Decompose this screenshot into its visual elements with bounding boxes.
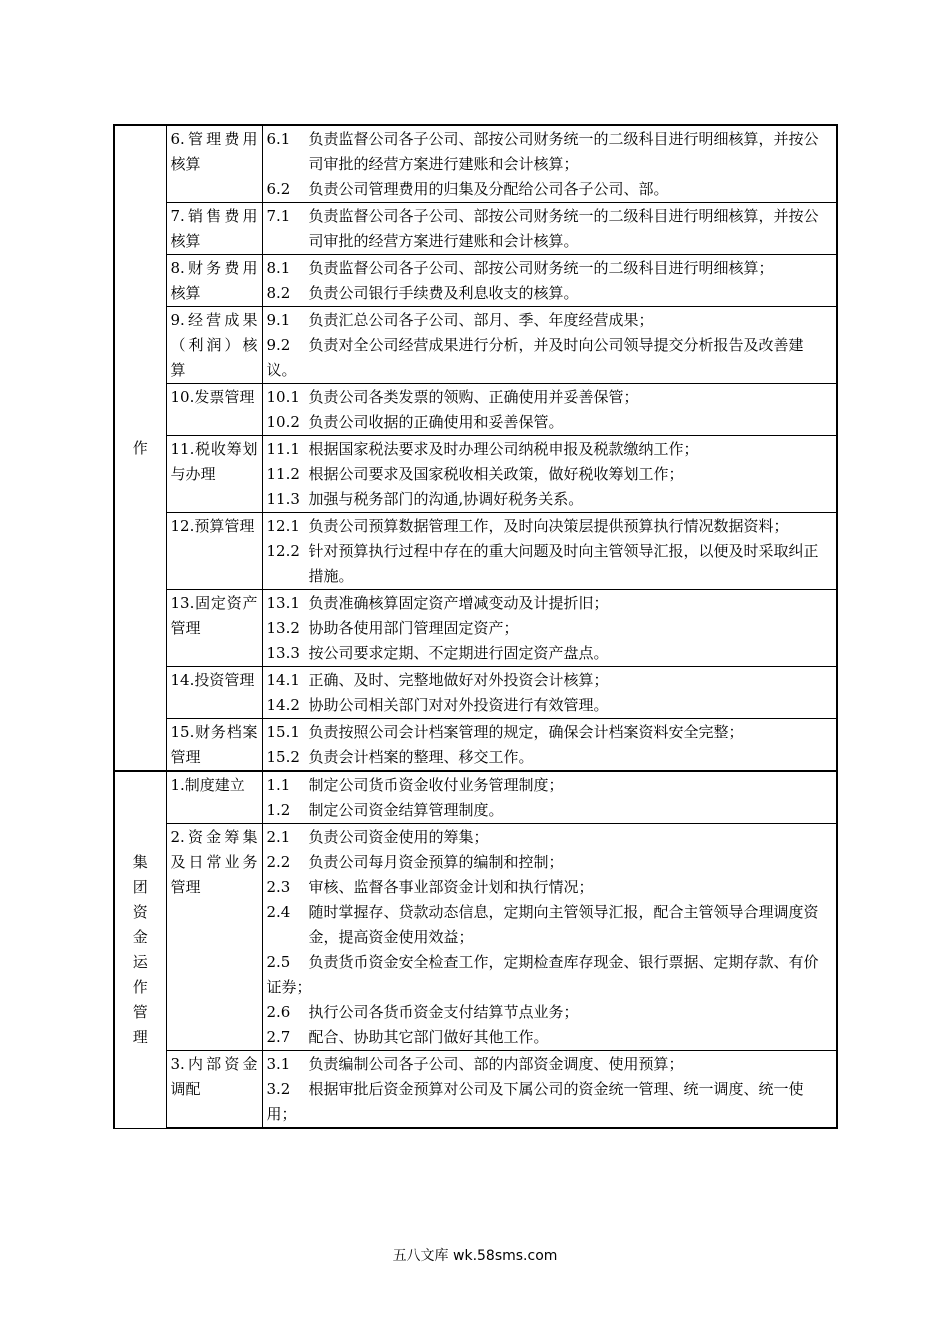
duty-line-number: 11.2 bbox=[266, 465, 300, 483]
duty-line-text: 执行公司各货币资金支付结算节点业务； bbox=[308, 1003, 579, 1021]
duty-line bbox=[267, 204, 833, 254]
duty-line bbox=[267, 462, 833, 487]
duty-line-number: 13.1 bbox=[266, 594, 300, 612]
table-row bbox=[114, 1051, 837, 1129]
page-footer-watermark: 五八文库 wk.58sms.com bbox=[392, 1248, 558, 1264]
duty-line bbox=[267, 668, 833, 693]
duty-line bbox=[267, 1052, 833, 1077]
duty-line-text: 负责公司预算数据管理工作，及时向决策层提供预算执行情况数据资料； bbox=[308, 517, 789, 535]
duty-line-number: 2.5 bbox=[266, 953, 291, 971]
duty-line-number: 9.1 bbox=[266, 311, 291, 329]
duty-line bbox=[267, 900, 833, 950]
duty-line-number: 12.1 bbox=[266, 517, 300, 535]
duty-line-text: 加强与税务部门的沟通,协调好税务关系。 bbox=[308, 490, 584, 508]
duty-line-number: 2.7 bbox=[266, 1028, 291, 1046]
duty-item-cell: 2.资金筹集及日常业务管理 bbox=[166, 824, 262, 1051]
duty-line bbox=[267, 720, 833, 745]
duty-line-number: 3.2 bbox=[266, 1080, 291, 1098]
duty-line bbox=[267, 798, 833, 823]
table-row bbox=[114, 384, 837, 436]
duty-line-text: 配合、协助其它部门做好其他工作。 bbox=[308, 1028, 549, 1046]
duty-item-cell: 15.财务档案管理 bbox=[166, 719, 262, 772]
duty-line-number: 8.2 bbox=[266, 284, 291, 302]
table-row bbox=[114, 824, 837, 1051]
duty-line bbox=[267, 333, 833, 383]
table-row bbox=[114, 667, 837, 719]
duty-line-text: 负责公司每月资金预算的编制和控制； bbox=[308, 853, 564, 871]
duty-line-number: 6.2 bbox=[266, 180, 291, 198]
duty-item-cell: 12.预算管理 bbox=[166, 513, 262, 590]
duty-line-text: 负责编制公司各子公司、部的内部资金调度、使用预算； bbox=[308, 1055, 684, 1073]
duty-line-text: 协助各使用部门管理固定资产； bbox=[308, 619, 519, 637]
duty-line bbox=[267, 487, 833, 512]
duty-line-text: 制定公司货币资金收付业务管理制度； bbox=[308, 776, 564, 794]
table-row bbox=[114, 307, 837, 384]
category-cell bbox=[114, 771, 166, 1128]
duty-detail-cell bbox=[262, 513, 837, 590]
duty-detail-cell bbox=[262, 203, 837, 255]
duty-line-number: 11.1 bbox=[266, 440, 300, 458]
duty-line bbox=[267, 825, 833, 850]
duty-line-number: 2.3 bbox=[266, 878, 291, 896]
duty-line-number: 7.1 bbox=[266, 207, 291, 225]
duty-line-number: 1.2 bbox=[266, 801, 291, 819]
duty-line-text: 根据国家税法要求及时办理公司纳税申报及税款缴纳工作； bbox=[308, 440, 699, 458]
duty-line-text: 负责监督公司各子公司、部按公司财务统一的二级科目进行明细核算，并按公司审批的经营方案进行建账和会计核算； bbox=[308, 130, 819, 173]
duty-line-text: 负责监督公司各子公司、部按公司财务统一的二级科目进行明细核算； bbox=[308, 259, 774, 277]
duty-line-text: 负责监督公司各子公司、部按公司财务统一的二级科目进行明细核算，并按公司审批的经营方案进行建账和会计核算。 bbox=[308, 207, 819, 250]
duty-item-cell: 13.固定资产管理 bbox=[166, 590, 262, 667]
duty-line-number: 2.6 bbox=[266, 1003, 291, 1021]
duty-detail-cell bbox=[262, 667, 837, 719]
duty-line bbox=[267, 773, 833, 798]
duty-line-number: 13.2 bbox=[266, 619, 300, 637]
table-row bbox=[114, 590, 837, 667]
duty-line-text: 负责公司各类发票的领购、正确使用并妥善保管； bbox=[308, 388, 639, 406]
duty-line bbox=[267, 308, 833, 333]
duty-line-text: 负责对全公司经营成果进行分析，并及时向公司领导提交分析报告及改善建议。 bbox=[266, 336, 804, 379]
duty-line-number: 2.2 bbox=[266, 853, 291, 871]
duty-line-text: 根据公司要求及国家税收相关政策，做好税收筹划工作； bbox=[308, 465, 684, 483]
duty-detail-cell bbox=[262, 719, 837, 772]
duty-line bbox=[267, 641, 833, 666]
duty-line-text: 负责按照公司会计档案管理的规定，确保会计档案资料安全完整； bbox=[308, 723, 744, 741]
table-row bbox=[114, 719, 837, 772]
duty-line-number: 8.1 bbox=[266, 259, 291, 277]
category-cell bbox=[114, 125, 166, 771]
duty-line-text: 负责公司资金使用的筹集； bbox=[308, 828, 489, 846]
duty-line-text: 负责汇总公司各子公司、部月、季、年度经营成果； bbox=[308, 311, 654, 329]
duty-line bbox=[267, 745, 833, 770]
duty-line-text: 根据审批后资金预算对公司及下属公司的资金统一管理、统一调度、统一使用； bbox=[266, 1080, 804, 1123]
duty-line-number: 9.2 bbox=[266, 336, 291, 354]
table-row bbox=[114, 203, 837, 255]
duty-detail-cell bbox=[262, 255, 837, 307]
duty-line-text: 负责会计档案的整理、移交工作。 bbox=[308, 748, 534, 766]
duty-line-number: 2.4 bbox=[266, 903, 291, 921]
duty-line-number: 15.1 bbox=[266, 723, 300, 741]
duty-line bbox=[267, 437, 833, 462]
duty-detail-cell bbox=[262, 1051, 837, 1129]
duty-line bbox=[267, 256, 833, 281]
duty-line-number: 12.2 bbox=[266, 542, 300, 560]
duty-line bbox=[267, 281, 833, 306]
duty-line-text: 审核、监督各事业部资金计划和执行情况； bbox=[308, 878, 594, 896]
duty-item-cell: 7.销售费用核算 bbox=[166, 203, 262, 255]
duty-line-text: 负责公司管理费用的归集及分配给公司各子公司、部。 bbox=[308, 180, 669, 198]
duty-line-text: 正确、及时、完整地做好对外投资会计核算； bbox=[308, 671, 609, 689]
duty-line bbox=[267, 616, 833, 641]
duty-line-text: 负责公司收据的正确使用和妥善保管。 bbox=[308, 413, 564, 431]
duty-line-number: 3.1 bbox=[266, 1055, 291, 1073]
duty-item-cell: 8.财务费用核算 bbox=[166, 255, 262, 307]
duty-line-text: 负责准确核算固定资产增减变动及计提折旧； bbox=[308, 594, 609, 612]
duty-line-text: 协助公司相关部门对对外投资进行有效管理。 bbox=[308, 696, 609, 714]
duty-line-number: 10.2 bbox=[266, 413, 300, 431]
duty-detail-cell bbox=[262, 436, 837, 513]
duty-detail-cell bbox=[262, 307, 837, 384]
duty-line-number: 13.3 bbox=[266, 644, 300, 662]
duty-line bbox=[267, 1077, 833, 1127]
table-row bbox=[114, 513, 837, 590]
table-row bbox=[114, 771, 837, 824]
duty-line bbox=[267, 1025, 833, 1050]
duty-line-text: 负责公司银行手续费及利息收支的核算。 bbox=[308, 284, 579, 302]
duty-line-text: 制定公司资金结算管理制度。 bbox=[308, 801, 504, 819]
duty-item-cell: 11.税收筹划与办理 bbox=[166, 436, 262, 513]
table-row bbox=[114, 436, 837, 513]
duty-line-text: 负责货币资金安全检查工作，定期检查库存现金、银行票据、定期存款、有价证券； bbox=[266, 953, 819, 996]
duty-line bbox=[267, 1000, 833, 1025]
table-row bbox=[114, 125, 837, 203]
duty-item-cell: 14.投资管理 bbox=[166, 667, 262, 719]
duty-detail-cell bbox=[262, 824, 837, 1051]
duty-line bbox=[267, 177, 833, 202]
duty-detail-cell bbox=[262, 590, 837, 667]
duty-line-text: 针对预算执行过程中存在的重大问题及时向主管领导汇报，以便及时采取纠正措施。 bbox=[308, 542, 819, 585]
category-label: 作 bbox=[132, 438, 148, 457]
duty-line bbox=[267, 539, 833, 589]
duty-item-cell: 9.经营成果（利润）核算 bbox=[166, 307, 262, 384]
duty-line-number: 14.1 bbox=[266, 671, 300, 689]
duty-table-body bbox=[114, 125, 837, 1128]
duty-line-number: 2.1 bbox=[266, 828, 291, 846]
duty-line-number: 15.2 bbox=[266, 748, 300, 766]
duty-line-number: 6.1 bbox=[266, 130, 291, 148]
duty-line bbox=[267, 950, 833, 1000]
duty-line bbox=[267, 875, 833, 900]
duty-line bbox=[267, 693, 833, 718]
duty-detail-cell bbox=[262, 384, 837, 436]
duty-line-text: 按公司要求定期、不定期进行固定资产盘点。 bbox=[308, 644, 609, 662]
duty-line-number: 11.3 bbox=[266, 490, 300, 508]
duty-line bbox=[267, 850, 833, 875]
duty-item-cell: 10.发票管理 bbox=[166, 384, 262, 436]
category-label: 集团资金运作管理 bbox=[132, 852, 148, 1046]
duty-detail-cell bbox=[262, 125, 837, 203]
duty-line bbox=[267, 514, 833, 539]
duty-line-number: 14.2 bbox=[266, 696, 300, 714]
duty-item-cell: 3.内部资金调配 bbox=[166, 1051, 262, 1129]
duty-item-cell: 1.制度建立 bbox=[166, 771, 262, 824]
duty-line bbox=[267, 591, 833, 616]
duty-line bbox=[267, 410, 833, 435]
duty-line bbox=[267, 385, 833, 410]
duty-line-text: 随时掌握存、贷款动态信息，定期向主管领导汇报，配合主管领导合理调度资金，提高资金使用效益； bbox=[308, 903, 819, 946]
table-row bbox=[114, 255, 837, 307]
duty-line-number: 10.1 bbox=[266, 388, 300, 406]
duty-line-number: 1.1 bbox=[266, 776, 291, 794]
duty-table bbox=[113, 124, 838, 1129]
duty-item-cell: 6.管理费用核算 bbox=[166, 125, 262, 203]
duty-line bbox=[267, 127, 833, 177]
duty-detail-cell bbox=[262, 771, 837, 824]
